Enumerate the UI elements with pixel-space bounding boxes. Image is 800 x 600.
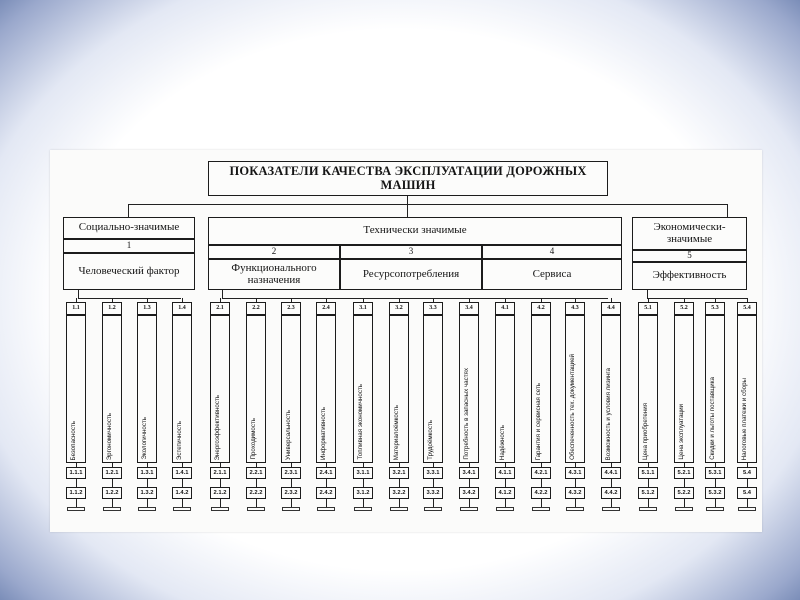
connector [727,204,728,217]
indicator-code-text: 3.1 [359,305,367,312]
category-5-label: Эффективность [652,269,727,282]
diagram-title-text: ПОКАЗАТЕЛИ КАЧЕСТВА ЭКСПЛУАТАЦИИ ДОРОЖНЫХ МАШИН [229,164,587,192]
sub-indicator: 2.3.1 [281,467,301,479]
more-indicator [317,507,335,511]
sub-indicator: 4.1.2 [495,487,515,499]
more-indicator [390,507,408,511]
category-3-number [340,245,482,259]
more-indicator [103,507,121,511]
sub-indicator: 3.3.2 [423,487,443,499]
indicator-code-text: 2.4 [322,305,330,312]
indicator-code-text: 2.3 [287,305,295,312]
sub-indicator: 5.3.2 [705,487,725,499]
connector [128,204,129,217]
category-2 [208,259,340,290]
indicator-code [531,302,551,315]
indicator-code-text: 4.3 [571,305,579,312]
connector [648,479,649,487]
connector [363,499,364,507]
more-indicator [602,507,620,511]
category-1-num: 1 [126,240,132,251]
more-indicator [460,507,478,511]
more-indicator [532,507,550,511]
indicator-label: Экологичность [141,417,148,460]
sub-indicator: 1.4.2 [172,487,192,499]
sub-indicator: 2.4.1 [316,467,336,479]
indicator-code-text: 1.3 [143,305,151,312]
sub-indicator: 1.1.2 [66,487,86,499]
category-4-label: Сервиса [532,267,572,280]
indicator-label: Гарантия и сервисная сеть [535,382,542,460]
connector [407,196,408,204]
connector [220,499,221,507]
sub-indicator: 3.1.1 [353,467,373,479]
indicator-code-text: 2.2 [252,305,260,312]
sub-indicator: 5.2.1 [674,467,694,479]
sub-indicator: 3.2.2 [389,487,409,499]
connector [147,499,148,507]
sub-indicator: 2.1.1 [210,467,230,479]
connector [505,479,506,487]
indicator-label: Цена приобретения [642,403,649,460]
sub-indicator: 4.1.1 [495,467,515,479]
sub-indicator: 4.2.2 [531,487,551,499]
category-5 [632,262,747,290]
indicator-label: Информативность [320,407,327,460]
sub-indicator: 5.1.2 [638,487,658,499]
connector [76,499,77,507]
connector [505,499,506,507]
sub-indicator: 1.2.2 [102,487,122,499]
indicator-code [565,302,585,315]
indicator-code-text: 5.3 [711,305,719,312]
group-economic-label: Экономически-значимые [653,220,726,245]
connector [78,290,79,298]
indicator-code-text: 3.3 [429,305,437,312]
connector [469,479,470,487]
sub-indicator: 3.4.2 [459,487,479,499]
group-social [63,217,195,239]
sub-indicator: 1.1.1 [66,467,86,479]
indicator-label: Безопасность [70,420,77,460]
indicator-label: Эстетичность [176,420,183,460]
diagram-title [208,161,608,196]
more-indicator [706,507,724,511]
connector [647,290,648,298]
connector [715,479,716,487]
indicator-code [389,302,409,315]
sub-indicator: 5.4 [737,467,757,479]
category-3-label: Ресурсопотребления [362,267,460,280]
indicator-label: Возможность и условия лизинга [605,367,612,460]
category-1 [63,253,195,290]
connector [112,499,113,507]
connector [433,499,434,507]
indicator-label: Цена эксплуатации [678,404,685,460]
indicator-label: Скидки и льготы поставщика [709,377,716,460]
group-economic [632,217,747,250]
sub-indicator: 2.1.2 [210,487,230,499]
indicator-label: Энергоэффективность [214,394,221,460]
connector [147,479,148,487]
category-4-number [482,245,622,259]
connector [112,479,113,487]
indicator-code [495,302,515,315]
indicator-code [737,302,757,315]
sub-indicator: 5.1.1 [638,467,658,479]
indicator-code-text: 3.4 [465,305,473,312]
more-indicator [138,507,156,511]
sub-indicator: 2.4.2 [316,487,336,499]
more-indicator [67,507,85,511]
connector [541,499,542,507]
sub-indicator: 1.2.1 [102,467,122,479]
more-indicator [247,507,265,511]
connector [648,499,649,507]
sub-indicator: 5.4 [737,487,757,499]
sub-indicator: 4.4.2 [601,487,621,499]
indicator-code [210,302,230,315]
more-indicator [738,507,756,511]
category-2-label: Функционального назначения [231,261,317,286]
connector [363,479,364,487]
more-indicator [496,507,514,511]
indicator-code-text: 5.2 [680,305,688,312]
sub-indicator: 3.3.1 [423,467,443,479]
connector [326,479,327,487]
category-4-num: 4 [549,246,555,257]
more-indicator [211,507,229,511]
group-technical [208,217,622,245]
indicator-label: Потребность в запасных частях [463,368,470,460]
indicator-label: Материалоёмкость [393,404,400,460]
document-scan [50,150,762,532]
category-3-num: 3 [408,246,414,257]
connector [78,298,181,299]
sub-indicator: 4.3.2 [565,487,585,499]
connector [182,479,183,487]
connector [399,499,400,507]
indicator-label: Универсальность [285,409,292,460]
indicator-code-text: 4.4 [607,305,615,312]
indicator-code [137,302,157,315]
indicator-code-text: 2.1 [216,305,224,312]
indicator-code-text: 4.2 [537,305,545,312]
category-1-label: Человеческий фактор [78,264,180,277]
connector [747,499,748,507]
connector [469,499,470,507]
indicator-code-text: 3.2 [395,305,403,312]
connector [575,499,576,507]
indicator-code-text: 5.1 [644,305,652,312]
indicator-code [423,302,443,315]
indicator-code [459,302,479,315]
more-indicator [675,507,693,511]
indicator-code [66,302,86,315]
connector [399,479,400,487]
more-indicator [639,507,657,511]
connector [715,499,716,507]
connector [684,499,685,507]
indicator-label: Налоговые платежи и сборы [741,377,748,460]
indicator-code [172,302,192,315]
connector [291,499,292,507]
indicator-code [638,302,658,315]
sub-indicator: 3.1.2 [353,487,373,499]
category-2-num: 2 [271,246,277,257]
connector [128,204,728,205]
sub-indicator: 2.3.2 [281,487,301,499]
group-social-label: Социально-значимые [78,221,180,234]
connector [611,479,612,487]
indicator-code [281,302,301,315]
indicator-code-text: 5.4 [743,305,751,312]
sub-indicator: 4.4.1 [601,467,621,479]
connector [256,499,257,507]
connector [222,290,223,298]
category-4 [482,259,622,290]
indicator-code [705,302,725,315]
more-indicator [282,507,300,511]
sub-indicator: 1.4.1 [172,467,192,479]
indicator-code [674,302,694,315]
indicator-code [102,302,122,315]
indicator-code-text: 1.4 [178,305,186,312]
connector [76,479,77,487]
indicator-label: Проходимость [250,418,257,460]
connector [222,298,608,299]
category-2-number [208,245,340,259]
indicator-label: Эргономичность [106,412,113,460]
indicator-code-text: 1.1 [72,305,80,312]
indicator-label: Топливная экономичность [357,384,364,460]
indicator-code-text: 1.2 [108,305,116,312]
connector [182,499,183,507]
connector [647,298,747,299]
category-3 [340,259,482,290]
indicator-code [316,302,336,315]
sub-indicator: 3.2.1 [389,467,409,479]
connector [611,499,612,507]
category-5-number [632,250,747,262]
indicator-label: Обеспеченность тех. документацией [569,354,576,460]
indicator-code [601,302,621,315]
more-indicator [354,507,372,511]
indicator-code [246,302,266,315]
indicator-label: Надёжность [499,424,506,460]
sub-indicator: 2.2.1 [246,467,266,479]
sub-indicator: 3.4.1 [459,467,479,479]
more-indicator [424,507,442,511]
sub-indicator: 5.2.2 [674,487,694,499]
group-technical-label: Технически значимые [363,224,467,237]
indicator-code-text: 4.1 [501,305,509,312]
connector [326,499,327,507]
sub-indicator: 4.3.1 [565,467,585,479]
category-1-number [63,239,195,253]
more-indicator [173,507,191,511]
connector [291,479,292,487]
more-indicator [566,507,584,511]
sub-indicator: 1.3.1 [137,467,157,479]
connector [407,204,408,217]
category-5-num: 5 [687,250,692,261]
sub-indicator: 4.2.1 [531,467,551,479]
connector [747,479,748,487]
connector [575,479,576,487]
connector [684,479,685,487]
indicator-label: Трудоёмкость [427,420,434,460]
connector [220,479,221,487]
connector [433,479,434,487]
sub-indicator: 1.3.2 [137,487,157,499]
sub-indicator: 2.2.2 [246,487,266,499]
connector [256,479,257,487]
indicator-code [353,302,373,315]
sub-indicator: 5.3.1 [705,467,725,479]
connector [541,479,542,487]
